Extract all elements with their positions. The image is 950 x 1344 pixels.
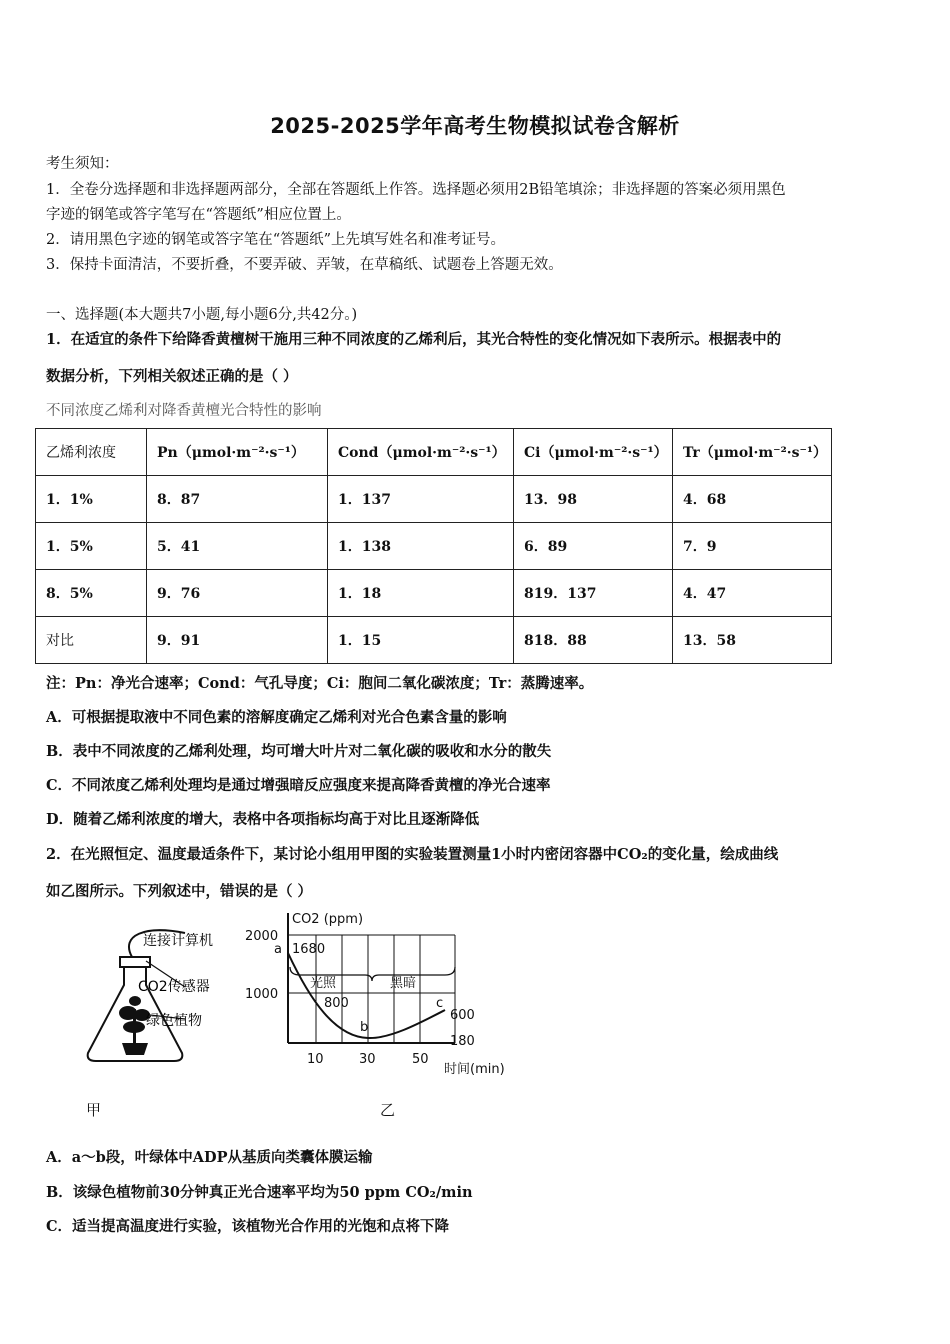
table-header: Tr（μmol·m⁻²·s⁻¹） xyxy=(673,429,832,476)
notice-item: 3．保持卡面清洁，不要折叠，不要弄破、弄皱，在草稿纸、试题卷上答题无效。 xyxy=(46,257,563,273)
phase-dark: 黑暗 xyxy=(390,976,417,991)
q1-option-a: A．可根据提取液中不同色素的溶解度确定乙烯利对光合色素含量的影响 xyxy=(46,709,507,726)
point-b: b xyxy=(360,1020,369,1035)
q2-option-c: C．适当提高温度进行实验，该植物光合作用的光饱和点将下降 xyxy=(46,1218,450,1235)
q2-stem: 如乙图所示。下列叙述中，错误的是（ ） xyxy=(46,883,313,900)
value-800: 800 xyxy=(324,996,349,1011)
q1-stem: 数据分析，下列相关叙述正确的是（ ） xyxy=(46,368,298,385)
q2-option-a: A．a～b段，叶绿体中ADP从基质向类囊体膜运输 xyxy=(46,1149,373,1166)
x-tick-50: 50 xyxy=(412,1052,429,1067)
flask-apparatus-figure xyxy=(50,915,250,1065)
table-cell: 9．76 xyxy=(147,570,328,617)
table-row xyxy=(36,476,832,523)
table-cell: 7．9 xyxy=(673,523,832,570)
co2-sensor xyxy=(120,957,150,967)
notice-heading: 考生须知： xyxy=(46,156,119,172)
table-cell: 13．58 xyxy=(673,617,832,664)
q1-option-c: C．不同浓度乙烯利处理均是通过增强暗反应强度来提高降香黄檀的净光合速率 xyxy=(46,777,551,794)
x-tick-30: 30 xyxy=(359,1052,376,1067)
y-tick-1000: 1000 xyxy=(245,987,279,1002)
table-cell: 13．98 xyxy=(514,476,673,523)
notice-item: 字迹的钢笔或答字笔写在“答题纸”相应位置上。 xyxy=(46,207,351,223)
q2-option-b: B．该绿色植物前30分钟真正光合速率平均为50 ppm CO₂/min xyxy=(46,1184,473,1201)
table-cell: 818．88 xyxy=(514,617,673,664)
table-header-row xyxy=(36,429,832,476)
table-cell: 8．5% xyxy=(36,570,147,617)
co2-curve-figure xyxy=(240,905,530,1085)
figure-jia-label: 甲 xyxy=(86,1101,102,1119)
data-table xyxy=(35,428,832,664)
callout-computer: 连接计算机 xyxy=(143,933,213,949)
table-cell: 8．87 xyxy=(147,476,328,523)
table-cell: 1．18 xyxy=(328,570,514,617)
y-axis-title: CO2 (ppm) xyxy=(292,912,364,927)
value-1680: 1680 xyxy=(292,942,326,957)
table-header: 乙烯利浓度 xyxy=(36,429,147,476)
table-cell: 1．1% xyxy=(36,476,147,523)
table-cell: 1．138 xyxy=(328,523,514,570)
notice-item: 2．请用黑色字迹的钢笔或答字笔在“答题纸”上先填写姓名和准考证号。 xyxy=(46,232,506,248)
q1-option-b: B．表中不同浓度的乙烯利处理，均可增大叶片对二氧化碳的吸收和水分的散失 xyxy=(46,743,552,760)
table-cell: 1．137 xyxy=(328,476,514,523)
table-cell: 1．5% xyxy=(36,523,147,570)
x-axis-title: 时间(min) xyxy=(444,1062,505,1077)
value-180: 180 xyxy=(450,1034,475,1049)
table-note: 注：Pn：净光合速率；Cond：气孔导度；Ci：胞间二氧化碳浓度；Tr：蒸腾速率。 xyxy=(46,675,594,692)
figure-yi-label: 乙 xyxy=(380,1101,396,1119)
phase-light: 光照 xyxy=(310,976,337,991)
table-cell: 1．15 xyxy=(328,617,514,664)
callout-plant: 绿色植物 xyxy=(146,1013,202,1029)
value-600: 600 xyxy=(450,1008,475,1023)
q2-stem: 2．在光照恒定、温度最适条件下，某讨论小组用甲图的实验装置测量1小时内密闭容器中CO₂的变化量，绘成曲线 xyxy=(46,846,779,863)
table-header: Pn（μmol·m⁻²·s⁻¹） xyxy=(147,429,328,476)
q1-option-d: D．随着乙烯利浓度的增大，表格中各项指标均高于对比且逐渐降低 xyxy=(46,811,480,828)
point-a: a xyxy=(274,942,282,957)
table-caption: 不同浓度乙烯利对降香黄檀光合特性的影响 xyxy=(46,403,322,419)
table-cell: 5．41 xyxy=(147,523,328,570)
x-tick-10: 10 xyxy=(307,1052,324,1067)
table-cell: 6．89 xyxy=(514,523,673,570)
point-c: c xyxy=(436,996,444,1011)
table-cell: 4．47 xyxy=(673,570,832,617)
table-cell: 对比 xyxy=(36,617,147,664)
table-row xyxy=(36,523,832,570)
table-cell: 9．91 xyxy=(147,617,328,664)
notice-item: 1．全卷分选择题和非选择题两部分，全部在答题纸上作答。选择题必须用2B铅笔填涂；非选择题的答案必须用黑色 xyxy=(46,182,786,198)
table-header: Cond（μmol·m⁻²·s⁻¹） xyxy=(328,429,514,476)
page-title: 2025-2025学年高考生物模拟试卷含解析 xyxy=(270,114,680,138)
table-cell: 819．137 xyxy=(514,570,673,617)
q1-stem: 1．在适宜的条件下给降香黄檀树干施用三种不同浓度的乙烯利后，其光合特性的变化情况如下表所示。根据表中的 xyxy=(46,331,782,348)
table-cell: 4．68 xyxy=(673,476,832,523)
y-tick-2000: 2000 xyxy=(245,929,279,944)
table-row xyxy=(36,570,832,617)
callout-sensor: CO2传感器 xyxy=(138,979,210,995)
table-header: Ci（μmol·m⁻²·s⁻¹） xyxy=(514,429,673,476)
table-row xyxy=(36,617,832,664)
section-heading: 一、选择题(本大题共7小题,每小题6分,共42分。) xyxy=(46,307,358,323)
